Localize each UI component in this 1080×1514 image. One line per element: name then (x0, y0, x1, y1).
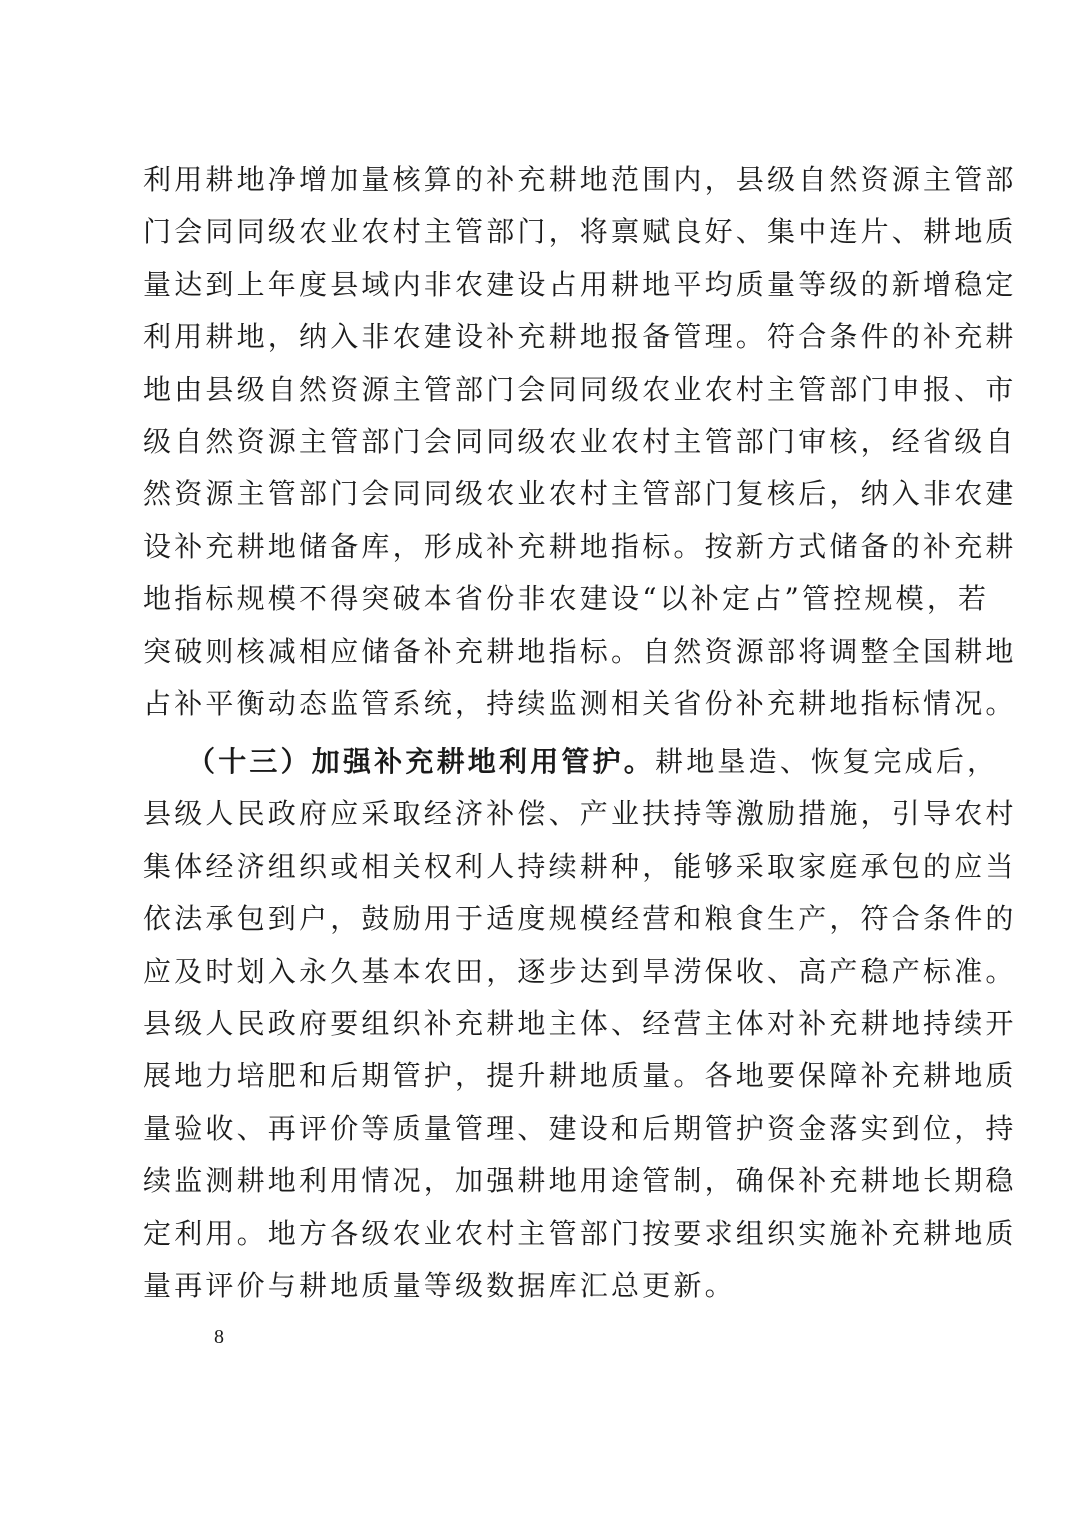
text-line: 量达到上年度县域内非农建设占用耕地平均质量等级的新增稳定 (143, 267, 1017, 301)
text-line: 县级人民政府应采取经济补偿、产业扶持等激励措施，引导农村 (143, 797, 1017, 831)
text-line: 利用耕地，纳入非农建设补充耕地报备管理。符合条件的补充耕 (143, 320, 1017, 354)
text-line: 集体经济组织或相关权利人持续耕种，能够采取家庭承包的应当 (143, 849, 1017, 883)
text-line: 展地力培肥和后期管护，提升耕地质量。各地要保障补充耕地质 (143, 1059, 1017, 1093)
text-line: 突破则核减相应储备补充耕地指标。自然资源部将调整全国耕地 (143, 634, 1017, 668)
text-line: 占补平衡动态监管系统，持续监测相关省份补充耕地指标情况。 (143, 686, 1017, 720)
text-line: 门会同同级农业农村主管部门，将禀赋良好、集中连片、耕地质 (143, 215, 1017, 249)
text-line: 然资源主管部门会同同级农业农村主管部门复核后，纳入非农建 (143, 477, 1017, 511)
text-line: 量验收、再评价等质量管理、建设和后期管护资金落实到位，持 (143, 1111, 1017, 1145)
text-line: 县级人民政府要组织补充耕地主体、经营主体对补充耕地持续开 (143, 1006, 1017, 1040)
text-line: 地指标规模不得突破本省份非农建设“以补定占”管控规模，若 (143, 582, 990, 616)
section-heading: （十三）加强补充耕地利用管护。 (187, 745, 656, 778)
text-line: 利用耕地净增加量核算的补充耕地范围内，县级自然资源主管部 (143, 163, 1017, 196)
page-number: 8 (214, 1326, 224, 1348)
text-line: 地由县级自然资源主管部门会同同级农业农村主管部门申报、市 (143, 372, 1017, 406)
paragraph-1 (143, 154, 1017, 730)
paragraph-first-line (143, 736, 999, 788)
text-run: 耕地垦造、恢复完成后， (655, 745, 999, 778)
text-line: 量再评价与耕地质量等级数据库汇总更新。 (143, 1268, 736, 1302)
text-line: 应及时划入永久基本农田，逐步达到旱涝保收、高产稳产标准。 (143, 954, 1017, 988)
text-line: 设补充耕地储备库，形成补充耕地指标。按新方式储备的补充耕 (143, 529, 1017, 563)
text-line: 定利用。地方各级农业农村主管部门按要求组织实施补充耕地质 (143, 1216, 1017, 1250)
text-line: 续监测耕地利用情况，加强耕地用途管制，确保补充耕地长期稳 (143, 1164, 1017, 1198)
text-line: 依法承包到户，鼓励用于适度规模经营和粮食生产，符合条件的 (143, 902, 1017, 936)
paragraph-2 (143, 736, 1017, 1312)
text-line: 级自然资源主管部门会同同级农业农村主管部门审核，经省级自 (143, 424, 1017, 458)
